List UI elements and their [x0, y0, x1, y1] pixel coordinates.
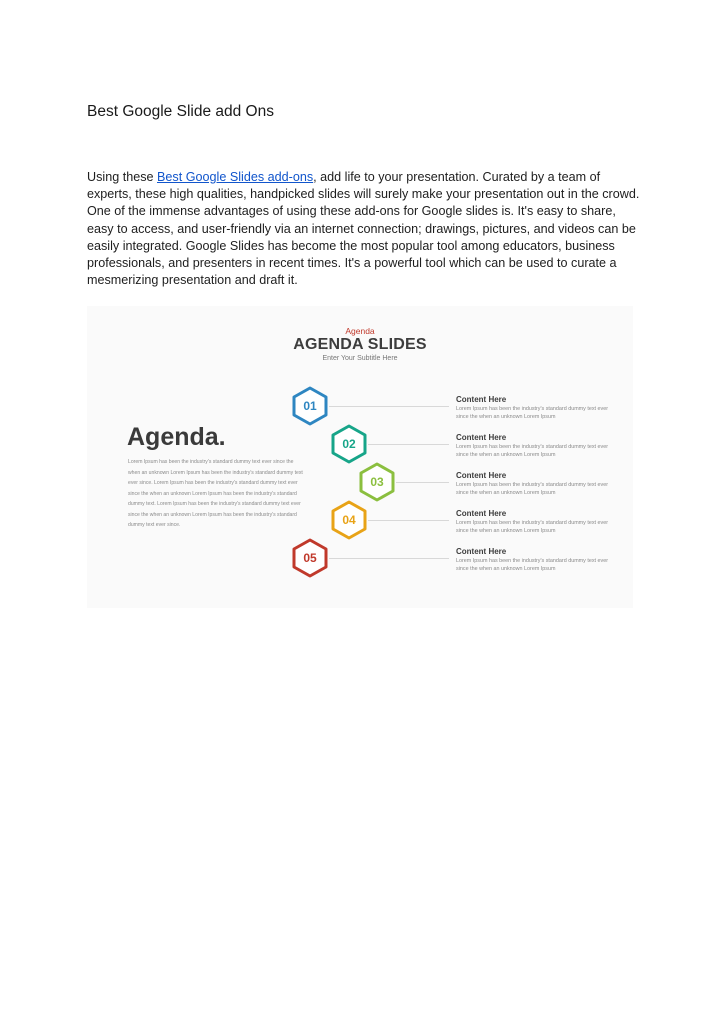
agenda-heading: Agenda.: [127, 423, 226, 451]
item-description: Lorem Ipsum has been the industry's standard dummy text ever since the when an unknown Lorem Ipsum: [456, 558, 609, 572]
item-description: Lorem Ipsum has been the industry's standard dummy text ever since the when an unknown Lorem Ipsum: [456, 406, 609, 420]
hexagon-badge-icon: [330, 424, 368, 464]
item-title: Content Here: [456, 547, 507, 556]
agenda-body-text: Lorem Ipsum has been the industry's standard dummy text ever since the when an unknown Lorem Ipsum has been the industry's standard dummy text ever since. Lorem Ipsum has been the industry's standard dummy text ever since the when an unknown Lorem Ipsum has been the industry's standard dummy text. Lorem Ipsum has been the industry's standard dummy text ever since the when an unknown Lorem Ipsum has been the industry's standard dummy text ever since.: [128, 459, 303, 528]
hexagon-badge-icon: [291, 386, 329, 426]
item-description: Lorem Ipsum has been the industry's standard dummy text ever since the when an unknown Lorem Ipsum: [456, 444, 609, 458]
document-title: Best Google Slide add Ons: [87, 103, 274, 120]
item-title: Content Here: [456, 395, 507, 404]
agenda-slide-image: [87, 306, 633, 608]
connector-line: [368, 520, 449, 521]
item-number: 03: [370, 475, 384, 489]
paragraph-body-text: , add life to your presentation. Curated by a team of experts, these high qualities, handpicked slides will surely make your presentation out in the crowd. One of the immense advantages of using these add-ons for Google slides is. It's easy to share, easy to access, and user-friendly via an internet connection; drawings, pictures, and videos can be easily integrated. Google Slides has become the most popular tool among educators, business professionals, and presenters in recent times. It's a powerful tool which can be used to curate a mesmerizing presentation and draft it.: [87, 170, 640, 288]
item-description: Lorem Ipsum has been the industry's standard dummy text ever since the when an unknown Lorem Ipsum: [456, 482, 609, 496]
intro-paragraph: [87, 169, 643, 289]
hexagon-badge-icon: [291, 538, 329, 578]
paragraph-lead-text: Using these: [87, 170, 158, 184]
slide-subtitle: Enter Your Subtitle Here: [322, 355, 398, 362]
hexagon-badge-icon: [330, 500, 368, 540]
hexagon-badge-icon: [358, 462, 396, 502]
slide-title: AGENDA SLIDES: [293, 336, 427, 353]
best-google-slides-addons-link[interactable]: Best Google Slides add-ons: [157, 170, 314, 184]
connector-line: [329, 558, 449, 559]
item-title: Content Here: [456, 471, 507, 480]
connector-line: [368, 444, 449, 445]
item-description: Lorem Ipsum has been the industry's standard dummy text ever since the when an unknown Lorem Ipsum: [456, 520, 609, 534]
item-number: 01: [303, 399, 317, 413]
item-number: 05: [303, 551, 317, 565]
connector-line: [329, 406, 449, 407]
slide-kicker: Agenda: [345, 326, 375, 336]
item-number: 04: [342, 513, 356, 527]
connector-line: [396, 482, 449, 483]
item-title: Content Here: [456, 509, 507, 518]
item-title: Content Here: [456, 433, 507, 442]
item-number: 02: [342, 437, 356, 451]
